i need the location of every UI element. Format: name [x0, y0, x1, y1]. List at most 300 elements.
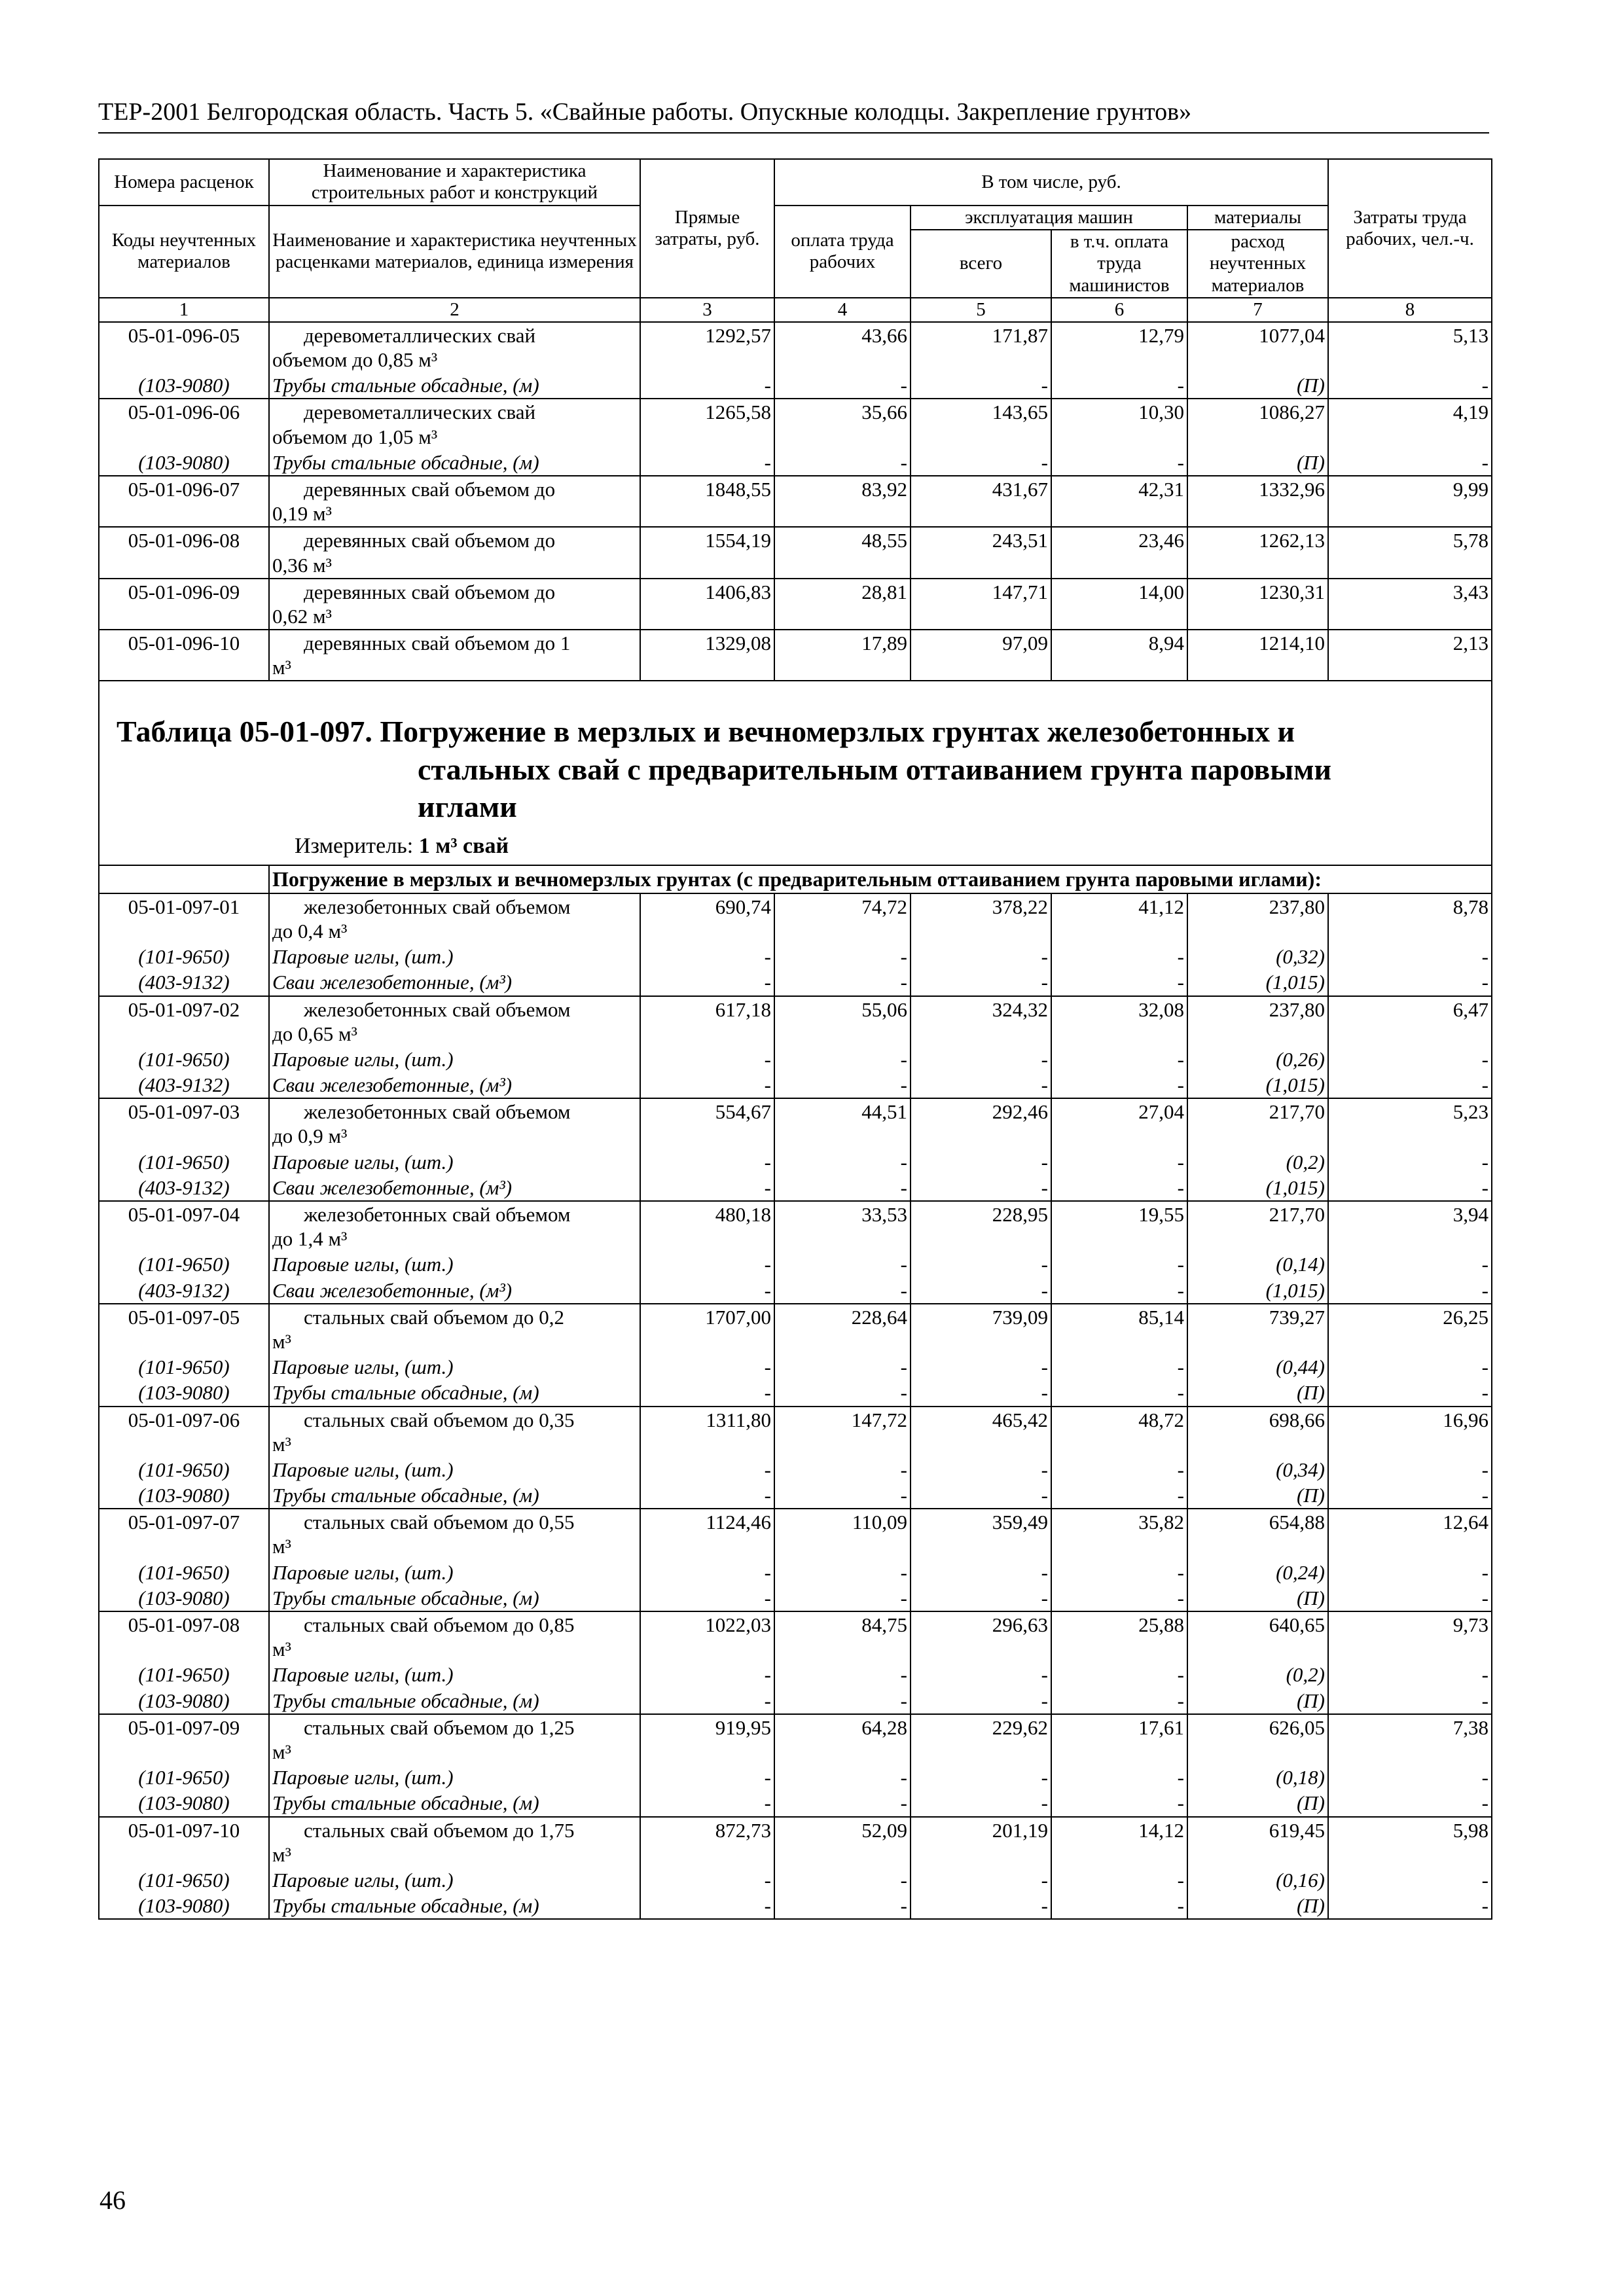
- table-row: [99, 996, 1492, 1047]
- rate-code: 05-01-097-10: [99, 1817, 269, 1867]
- rate-code: 05-01-097-07: [99, 1509, 269, 1559]
- table-row: [99, 476, 1492, 527]
- material-value-col-8: -: [1328, 944, 1492, 969]
- price-table: [98, 158, 1492, 1920]
- material-value-col-4: -: [774, 1251, 911, 1277]
- col-num-8: 8: [1328, 298, 1492, 322]
- rate-value-col-7: 1077,04: [1187, 322, 1328, 372]
- table-row: [99, 1304, 1492, 1354]
- material-name: Сваи железобетонные, (м³): [269, 1278, 640, 1304]
- rate-value-col-5: 147,71: [911, 579, 1051, 630]
- rate-code: 05-01-097-08: [99, 1611, 269, 1662]
- col-num-6: 6: [1051, 298, 1187, 322]
- rate-value-col-6: 12,79: [1051, 322, 1187, 372]
- rate-value-col-6: 48,72: [1051, 1407, 1187, 1457]
- material-value-col-3: -: [640, 1047, 774, 1072]
- material-row: [99, 1688, 1492, 1714]
- material-value-col-8: -: [1328, 1354, 1492, 1380]
- rate-code: 05-01-096-05: [99, 322, 269, 372]
- material-value-col-5: -: [911, 372, 1051, 399]
- material-value-col-8: -: [1328, 1585, 1492, 1611]
- table-row: [99, 1611, 1492, 1662]
- rate-name-line-2: м³: [272, 656, 291, 679]
- material-value-col-5: -: [911, 1560, 1051, 1585]
- material-value-col-3: -: [640, 1893, 774, 1919]
- material-value-col-5: -: [911, 1662, 1051, 1687]
- material-value-col-5: -: [911, 1251, 1051, 1277]
- material-row: [99, 1047, 1492, 1072]
- material-code: (101-9650): [99, 944, 269, 969]
- material-value-col-4: -: [774, 1790, 911, 1816]
- rate-name: [269, 996, 640, 1047]
- material-code: (103-9080): [99, 450, 269, 476]
- material-value-col-6: -: [1051, 1072, 1187, 1098]
- material-code: (101-9650): [99, 1149, 269, 1175]
- rate-name-line-1: деревометаллических свай: [304, 401, 536, 424]
- rate-name-line-1: стальных свай объемом до 0,85: [304, 1613, 575, 1637]
- rate-code: 05-01-097-02: [99, 996, 269, 1047]
- rate-value-col-6: 35,82: [1051, 1509, 1187, 1559]
- material-code: (103-9080): [99, 1893, 269, 1919]
- rate-value-col-8: 8,78: [1328, 893, 1492, 944]
- rate-value-col-6: 8,94: [1051, 630, 1187, 681]
- rate-value-col-6: 17,61: [1051, 1714, 1187, 1765]
- rate-name-line-1: железобетонных свай объемом: [304, 1203, 571, 1227]
- rate-code: 05-01-096-08: [99, 527, 269, 578]
- material-code: (101-9650): [99, 1765, 269, 1790]
- rate-value-col-8: 3,94: [1328, 1201, 1492, 1251]
- material-value-col-7: (0,18): [1187, 1765, 1328, 1790]
- material-row: [99, 969, 1492, 996]
- rate-name-line-1: деревянных свай объемом до: [304, 580, 556, 603]
- material-code: (403-9132): [99, 1175, 269, 1201]
- rate-value-col-4: 17,89: [774, 630, 911, 681]
- rate-name: [269, 630, 640, 681]
- material-row: [99, 1175, 1492, 1201]
- material-value-col-3: -: [640, 1354, 774, 1380]
- material-value-col-6: -: [1051, 1278, 1187, 1304]
- material-name: Трубы стальные обсадные, (м): [269, 1585, 640, 1611]
- material-value-col-6: -: [1051, 1662, 1187, 1687]
- material-code: (101-9650): [99, 1047, 269, 1072]
- material-value-col-6: -: [1051, 1354, 1187, 1380]
- rate-value-col-4: 110,09: [774, 1509, 911, 1559]
- measure-unit: [117, 833, 1491, 860]
- rate-value-col-7: 237,80: [1187, 893, 1328, 944]
- rate-name: [269, 1407, 640, 1457]
- material-code: (101-9650): [99, 1560, 269, 1585]
- rate-value-col-5: 739,09: [911, 1304, 1051, 1354]
- material-value-col-3: -: [640, 1278, 774, 1304]
- material-code: (101-9650): [99, 1457, 269, 1482]
- material-value-col-3: -: [640, 1662, 774, 1687]
- table-title-line-2: стальных свай с предварительным оттаиванием грунта паровыми: [418, 752, 1332, 786]
- material-code: (103-9080): [99, 1688, 269, 1714]
- col-total: всего: [911, 230, 1051, 298]
- rate-code: 05-01-096-06: [99, 399, 269, 449]
- rate-value-col-6: 85,14: [1051, 1304, 1187, 1354]
- material-name: Сваи железобетонные, (м³): [269, 1072, 640, 1098]
- rate-value-col-6: 23,46: [1051, 527, 1187, 578]
- rate-value-col-6: 19,55: [1051, 1201, 1187, 1251]
- material-value-col-3: -: [640, 1790, 774, 1816]
- material-code: (103-9080): [99, 1585, 269, 1611]
- material-name: Паровые иглы, (шт.): [269, 1251, 640, 1277]
- rate-value-col-3: 1124,46: [640, 1509, 774, 1559]
- rate-value-col-3: 1022,03: [640, 1611, 774, 1662]
- rate-value-col-8: 3,43: [1328, 579, 1492, 630]
- material-value-col-6: -: [1051, 1175, 1187, 1201]
- rate-value-col-5: 359,49: [911, 1509, 1051, 1559]
- col-num-3: 3: [640, 298, 774, 322]
- rate-value-col-4: 83,92: [774, 476, 911, 527]
- col-num-7: 7: [1187, 298, 1328, 322]
- col-incl: В том числе, руб.: [774, 159, 1328, 206]
- rate-value-col-3: 1311,80: [640, 1407, 774, 1457]
- rate-value-col-5: 228,95: [911, 1201, 1051, 1251]
- rate-value-col-5: 171,87: [911, 322, 1051, 372]
- rate-value-col-7: 626,05: [1187, 1714, 1328, 1765]
- rate-name-line-2: объемом до 1,05 м³: [272, 425, 438, 448]
- material-name: Трубы стальные обсадные, (м): [269, 1893, 640, 1919]
- material-value-col-7: (1,015): [1187, 1072, 1328, 1098]
- rate-value-col-7: 640,65: [1187, 1611, 1328, 1662]
- rate-value-col-5: 378,22: [911, 893, 1051, 944]
- material-value-col-8: -: [1328, 372, 1492, 399]
- measure-value: 1 м³ свай: [418, 833, 509, 858]
- material-value-col-4: -: [774, 1893, 911, 1919]
- rate-value-col-8: 5,13: [1328, 322, 1492, 372]
- material-value-col-3: -: [640, 1251, 774, 1277]
- rate-value-col-5: 97,09: [911, 630, 1051, 681]
- rate-value-col-8: 16,96: [1328, 1407, 1492, 1457]
- rate-value-col-8: 5,23: [1328, 1098, 1492, 1149]
- material-value-col-3: -: [640, 450, 774, 476]
- rate-value-col-4: 55,06: [774, 996, 911, 1047]
- col-labor: Затраты труда рабочих, чел.-ч.: [1328, 159, 1492, 298]
- material-value-col-6: -: [1051, 1482, 1187, 1509]
- rate-name-line-2: 0,36 м³: [272, 553, 332, 577]
- material-value-col-7: (П): [1187, 1482, 1328, 1509]
- material-value-col-7: (0,26): [1187, 1047, 1328, 1072]
- material-value-col-5: -: [911, 1072, 1051, 1098]
- col-materials: материалы: [1187, 206, 1328, 230]
- material-name: Трубы стальные обсадные, (м): [269, 1380, 640, 1406]
- rate-name: [269, 893, 640, 944]
- rate-value-col-3: 617,18: [640, 996, 774, 1047]
- table-row: [99, 630, 1492, 681]
- material-value-col-3: -: [640, 1688, 774, 1714]
- material-code: (101-9650): [99, 1251, 269, 1277]
- material-value-col-8: -: [1328, 1893, 1492, 1919]
- table-row: [99, 1201, 1492, 1251]
- rate-value-col-8: 12,64: [1328, 1509, 1492, 1559]
- measure-label: Измеритель:: [295, 833, 414, 858]
- rate-name-line-2: м³: [272, 1329, 291, 1353]
- rate-value-col-5: 229,62: [911, 1714, 1051, 1765]
- table-row: [99, 527, 1492, 578]
- material-value-col-4: -: [774, 1047, 911, 1072]
- material-value-col-8: -: [1328, 1765, 1492, 1790]
- material-row: [99, 1072, 1492, 1098]
- material-value-col-6: -: [1051, 1251, 1187, 1277]
- material-value-col-8: -: [1328, 1175, 1492, 1201]
- rate-code: 05-01-096-07: [99, 476, 269, 527]
- rate-value-col-3: 919,95: [640, 1714, 774, 1765]
- rate-value-col-5: 143,65: [911, 399, 1051, 449]
- col-mat-name: Наименование и характеристика неучтенных расценками материалов, единица измерения: [269, 206, 640, 298]
- rate-value-col-4: 84,75: [774, 1611, 911, 1662]
- material-value-col-7: (П): [1187, 1893, 1328, 1919]
- material-row: [99, 372, 1492, 399]
- rate-value-col-6: 27,04: [1051, 1098, 1187, 1149]
- rate-name-line-2: 0,62 м³: [272, 604, 332, 628]
- material-name: Паровые иглы, (шт.): [269, 1149, 640, 1175]
- material-name: Трубы стальные обсадные, (м): [269, 1790, 640, 1816]
- material-value-col-6: -: [1051, 450, 1187, 476]
- rate-code: 05-01-097-05: [99, 1304, 269, 1354]
- rate-code: 05-01-097-03: [99, 1098, 269, 1149]
- material-value-col-6: -: [1051, 1585, 1187, 1611]
- material-value-col-6: -: [1051, 1688, 1187, 1714]
- rate-code: 05-01-097-09: [99, 1714, 269, 1765]
- material-value-col-4: -: [774, 372, 911, 399]
- rate-value-col-4: 147,72: [774, 1407, 911, 1457]
- material-value-col-5: -: [911, 1482, 1051, 1509]
- material-row: [99, 1457, 1492, 1482]
- material-value-col-8: -: [1328, 1457, 1492, 1482]
- material-row: [99, 1482, 1492, 1509]
- material-value-col-4: -: [774, 1278, 911, 1304]
- rate-name-line-2: до 1,4 м³: [272, 1227, 348, 1251]
- material-value-col-4: -: [774, 1482, 911, 1509]
- col-direct: Прямые затраты, руб.: [640, 159, 774, 298]
- rate-name-line-1: стальных свай объемом до 0,55: [304, 1511, 575, 1534]
- rate-value-col-4: 43,66: [774, 322, 911, 372]
- rate-name-line-1: деревометаллических свай: [304, 323, 536, 347]
- material-code: (103-9080): [99, 1790, 269, 1816]
- rate-value-col-7: 619,45: [1187, 1817, 1328, 1867]
- material-value-col-5: -: [911, 1278, 1051, 1304]
- page-number: 46: [99, 2185, 126, 2215]
- rate-name: [269, 579, 640, 630]
- rate-value-col-3: 1329,08: [640, 630, 774, 681]
- material-value-col-3: -: [640, 1560, 774, 1585]
- material-value-col-3: -: [640, 1765, 774, 1790]
- rate-value-col-6: 14,12: [1051, 1817, 1187, 1867]
- material-value-col-8: -: [1328, 1867, 1492, 1893]
- rate-value-col-6: 42,31: [1051, 476, 1187, 527]
- material-name: Трубы стальные обсадные, (м): [269, 1482, 640, 1509]
- material-value-col-5: -: [911, 1354, 1051, 1380]
- material-value-col-3: -: [640, 969, 774, 996]
- material-value-col-7: (П): [1187, 1380, 1328, 1406]
- rate-name-line-1: стальных свай объемом до 1,25: [304, 1715, 575, 1739]
- rate-value-col-4: 28,81: [774, 579, 911, 630]
- material-value-col-3: -: [640, 1175, 774, 1201]
- material-value-col-3: -: [640, 1457, 774, 1482]
- material-value-col-8: -: [1328, 1380, 1492, 1406]
- material-value-col-7: (0,24): [1187, 1560, 1328, 1585]
- rate-value-col-3: 480,18: [640, 1201, 774, 1251]
- material-row: [99, 1765, 1492, 1790]
- col-rate-no: Номера расценок: [99, 159, 269, 206]
- material-name: Трубы стальные обсадные, (м): [269, 1688, 640, 1714]
- rate-value-col-7: 698,66: [1187, 1407, 1328, 1457]
- rate-name: [269, 1304, 640, 1354]
- rate-code: 05-01-096-10: [99, 630, 269, 681]
- material-value-col-3: -: [640, 1585, 774, 1611]
- rate-name: [269, 476, 640, 527]
- material-row: [99, 1278, 1492, 1304]
- rate-value-col-4: 33,53: [774, 1201, 911, 1251]
- material-value-col-4: -: [774, 1072, 911, 1098]
- rate-code: 05-01-096-09: [99, 579, 269, 630]
- col-num-2: 2: [269, 298, 640, 322]
- running-header: ТЕР-2001 Белгородская область. Часть 5. «Свайные работы. Опускные колодцы. Закрепление грунтов»: [98, 98, 1489, 134]
- rate-value-col-8: 5,78: [1328, 527, 1492, 578]
- rate-value-col-3: 872,73: [640, 1817, 774, 1867]
- material-row: [99, 1380, 1492, 1406]
- rate-value-col-4: 64,28: [774, 1714, 911, 1765]
- rate-name-line-2: м³: [272, 1638, 291, 1661]
- rate-name-line-1: деревянных свай объемом до 1: [304, 632, 571, 655]
- material-value-col-3: -: [640, 1867, 774, 1893]
- rate-value-col-4: 228,64: [774, 1304, 911, 1354]
- material-value-col-4: -: [774, 1560, 911, 1585]
- material-value-col-5: -: [911, 1457, 1051, 1482]
- col-num-1: 1: [99, 298, 269, 322]
- rate-code: 05-01-097-01: [99, 893, 269, 944]
- material-value-col-7: (П): [1187, 450, 1328, 476]
- rate-name: [269, 322, 640, 372]
- material-name: Паровые иглы, (шт.): [269, 1354, 640, 1380]
- rate-name: [269, 399, 640, 449]
- material-value-col-6: -: [1051, 1765, 1187, 1790]
- material-value-col-6: -: [1051, 944, 1187, 969]
- rate-value-col-6: 41,12: [1051, 893, 1187, 944]
- col-machines: эксплуатация машин: [911, 206, 1187, 230]
- rate-value-col-7: 217,70: [1187, 1201, 1328, 1251]
- col-wage: оплата труда рабочих: [774, 206, 911, 298]
- rate-value-col-8: 4,19: [1328, 399, 1492, 449]
- rate-value-col-3: 690,74: [640, 893, 774, 944]
- material-value-col-7: (1,015): [1187, 1175, 1328, 1201]
- material-value-col-4: -: [774, 1867, 911, 1893]
- material-value-col-4: -: [774, 1380, 911, 1406]
- material-value-col-8: -: [1328, 1688, 1492, 1714]
- rate-name-line-2: 0,19 м³: [272, 502, 332, 526]
- material-row: [99, 1354, 1492, 1380]
- material-value-col-7: (1,015): [1187, 969, 1328, 996]
- material-value-col-8: -: [1328, 1790, 1492, 1816]
- material-row: [99, 1662, 1492, 1687]
- material-name: Паровые иглы, (шт.): [269, 1867, 640, 1893]
- material-value-col-5: -: [911, 1893, 1051, 1919]
- col-codes: Коды неучтенных материалов: [99, 206, 269, 298]
- rate-value-col-7: 1214,10: [1187, 630, 1328, 681]
- material-value-col-5: -: [911, 1149, 1051, 1175]
- rate-name-line-2: до 0,65 м³: [272, 1022, 357, 1045]
- table-row: [99, 1817, 1492, 1867]
- material-value-col-4: -: [774, 1765, 911, 1790]
- rate-value-col-8: 6,47: [1328, 996, 1492, 1047]
- material-value-col-8: -: [1328, 1560, 1492, 1585]
- rate-name-line-1: стальных свай объемом до 0,35: [304, 1408, 575, 1431]
- material-name: Паровые иглы, (шт.): [269, 1457, 640, 1482]
- rate-value-col-8: 7,38: [1328, 1714, 1492, 1765]
- rate-name: [269, 1714, 640, 1765]
- rate-value-col-4: 52,09: [774, 1817, 911, 1867]
- material-name: Паровые иглы, (шт.): [269, 1765, 640, 1790]
- rate-value-col-7: 1230,31: [1187, 579, 1328, 630]
- material-value-col-8: -: [1328, 1278, 1492, 1304]
- material-name: Трубы стальные обсадные, (м): [269, 372, 640, 399]
- rate-name-line-1: железобетонных свай объемом: [304, 1100, 571, 1124]
- section-heading: Погружение в мерзлых и вечномерзлых грунтах (с предварительным оттаиванием грунта паровыми иглами):: [269, 865, 1492, 893]
- rate-value-col-7: 1086,27: [1187, 399, 1328, 449]
- material-value-col-4: -: [774, 1662, 911, 1687]
- material-value-col-6: -: [1051, 1149, 1187, 1175]
- material-value-col-4: -: [774, 1688, 911, 1714]
- rate-value-col-4: 35,66: [774, 399, 911, 449]
- rate-name-line-2: м³: [272, 1740, 291, 1763]
- material-value-col-3: -: [640, 1482, 774, 1509]
- material-name: Сваи железобетонные, (м³): [269, 1175, 640, 1201]
- material-value-col-4: -: [774, 1585, 911, 1611]
- material-row: [99, 1251, 1492, 1277]
- material-name: Паровые иглы, (шт.): [269, 1662, 640, 1687]
- rate-value-col-6: 32,08: [1051, 996, 1187, 1047]
- material-value-col-7: (0,16): [1187, 1867, 1328, 1893]
- rate-value-col-5: 292,46: [911, 1098, 1051, 1149]
- rate-value-col-3: 554,67: [640, 1098, 774, 1149]
- rate-value-col-8: 2,13: [1328, 630, 1492, 681]
- rate-value-col-3: 1707,00: [640, 1304, 774, 1354]
- rate-value-col-4: 74,72: [774, 893, 911, 944]
- section-blank: [99, 865, 269, 893]
- material-value-col-7: (1,015): [1187, 1278, 1328, 1304]
- table-row: [99, 1509, 1492, 1559]
- rate-value-col-6: 25,88: [1051, 1611, 1187, 1662]
- rate-value-col-7: 237,80: [1187, 996, 1328, 1047]
- material-value-col-6: -: [1051, 1047, 1187, 1072]
- rate-code: 05-01-097-06: [99, 1407, 269, 1457]
- rate-value-col-7: 217,70: [1187, 1098, 1328, 1149]
- rate-value-col-6: 14,00: [1051, 579, 1187, 630]
- material-row: [99, 1149, 1492, 1175]
- rate-value-col-7: 654,88: [1187, 1509, 1328, 1559]
- rate-name-line-1: железобетонных свай объемом: [304, 895, 571, 918]
- rate-name-line-1: деревянных свай объемом до: [304, 477, 556, 501]
- material-value-col-6: -: [1051, 1790, 1187, 1816]
- material-value-col-8: -: [1328, 1072, 1492, 1098]
- rate-value-col-6: 10,30: [1051, 399, 1187, 449]
- material-value-col-3: -: [640, 944, 774, 969]
- material-code: (101-9650): [99, 1867, 269, 1893]
- material-value-col-6: -: [1051, 969, 1187, 996]
- material-value-col-8: -: [1328, 1482, 1492, 1509]
- material-code: (103-9080): [99, 1380, 269, 1406]
- material-row: [99, 1560, 1492, 1585]
- rate-value-col-3: 1554,19: [640, 527, 774, 578]
- rate-value-col-5: 431,67: [911, 476, 1051, 527]
- material-value-col-3: -: [640, 372, 774, 399]
- rate-value-col-7: 1262,13: [1187, 527, 1328, 578]
- rate-name: [269, 1201, 640, 1251]
- rate-value-col-4: 48,55: [774, 527, 911, 578]
- rate-name-line-2: объемом до 0,85 м³: [272, 348, 438, 372]
